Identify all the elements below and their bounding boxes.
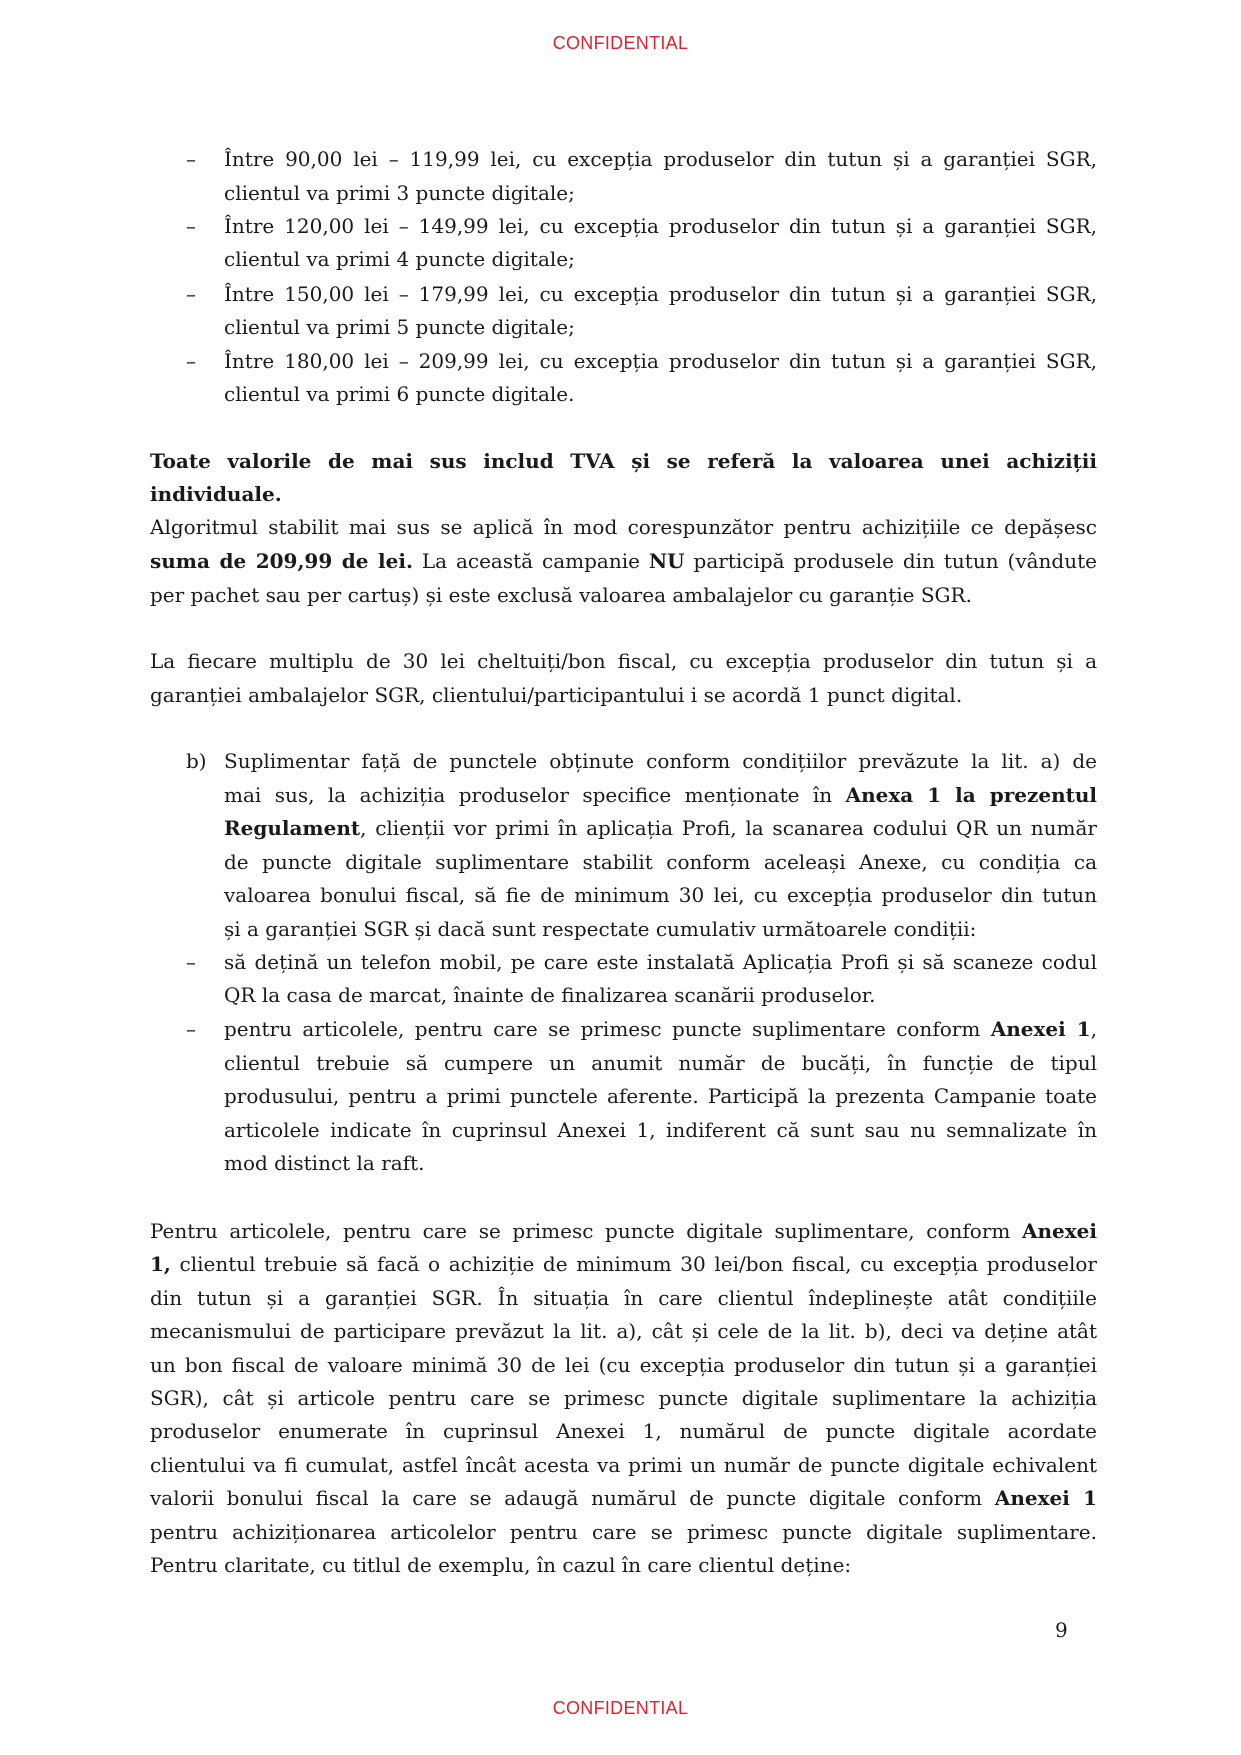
bullet-text-line: pentru articolele, pentru care se primesc puncte suplimentare conform Anexei 1, xyxy=(224,1017,1097,1041)
bullet-text-line: produsului, pentru a primi punctele aferente. Participă la prezenta Campanie toate xyxy=(224,1084,1097,1108)
paragraph-line: SGR), cât și articole pentru care se primesc puncte digitale suplimentare la achiziția xyxy=(150,1386,1097,1410)
section-b-marker: b) xyxy=(186,749,207,773)
bullet-text-line: mod distinct la raft. xyxy=(224,1151,425,1175)
section-b-line: de puncte digitale suplimentare stabilit conform aceleași Anexe, cu condiția ca xyxy=(224,850,1097,874)
bullet-text-line: clientul va primi 3 puncte digitale; xyxy=(224,181,575,205)
paragraph-line: La fiecare multiplu de 30 lei cheltuiți/bon fiscal, cu excepția produselor din tutun și a xyxy=(150,649,1097,673)
bullet-text-line: Între 180,00 lei – 209,99 lei, cu excepția produselor din tutun și a garanției SGR, xyxy=(224,349,1097,373)
bullet-text-line: Între 120,00 lei – 149,99 lei, cu excepția produselor din tutun și a garanției SGR, xyxy=(224,214,1097,238)
bold-nu: NU xyxy=(648,549,685,573)
paragraph-line: garanției ambalajelor SGR, clientului/participantului i se acordă 1 punct digital. xyxy=(150,683,963,707)
paragraph-line: valorii bonului fiscal la care se adaugă numărul de puncte digitale conform Anexei 1 xyxy=(150,1486,1097,1510)
bold-amount: suma de 209,99 de lei. xyxy=(150,549,413,573)
bold-anexei-ref: Anexei 1 xyxy=(990,1017,1091,1041)
bullet-dash: – xyxy=(186,147,196,171)
section-b-line: Suplimentar față de punctele obținute conform condițiilor prevăzute la lit. a) de xyxy=(224,749,1097,773)
bullet-text-line: clientul va primi 6 puncte digitale. xyxy=(224,382,575,406)
vat-note-line: individuale. xyxy=(150,482,282,506)
paragraph-line: per pachet sau per cartuș) și este exclusă valoarea ambalajelor cu garanție SGR. xyxy=(150,583,972,607)
paragraph-line: mecanismului de participare prevăzut la lit. a), cât și cele de la lit. b), deci va deține atât xyxy=(150,1319,1097,1343)
paragraph-line: Pentru articolele, pentru care se primesc puncte digitale suplimentare, conform Anexei xyxy=(150,1219,1097,1243)
bold-regulament: Regulament xyxy=(224,816,361,840)
bullet-text-line: Între 90,00 lei – 119,99 lei, cu excepția produselor din tutun și a garanției SGR, xyxy=(224,147,1097,171)
bold-anexa-ref: Anexa 1 la prezentul xyxy=(845,783,1097,807)
paragraph-line: clientului va fi cumulat, astfel încât acesta va primi un număr de puncte digitale echivalent xyxy=(150,1453,1097,1477)
section-b-line: valoarea bonului fiscal, să fie de minimum 30 lei, cu excepția produselor din tutun xyxy=(224,883,1097,907)
paragraph-line: un bon fiscal de valoare minimă 30 de lei (cu excepția produselor din tutun și a garanției xyxy=(150,1353,1097,1377)
paragraph-line: Algoritmul stabilit mai sus se aplică în mod corespunzător pentru achizițiile ce depășesc xyxy=(150,515,1097,539)
paragraph-line: produselor enumerate în cuprinsul Anexei 1, numărul de puncte digitale acordate xyxy=(150,1419,1097,1443)
bullet-text-line: clientul trebuie să cumpere un anumit număr de bucăți, în funcție de tipul xyxy=(224,1051,1097,1075)
bold-anexei: Anexei xyxy=(1021,1219,1097,1243)
paragraph-line: Pentru claritate, cu titlul de exemplu, în cazul în care clientul deține: xyxy=(150,1553,852,1577)
bullet-dash: – xyxy=(186,1017,196,1041)
page-number: 9 xyxy=(1055,1618,1068,1642)
paragraph-line: 1, clientul trebuie să facă o achiziție de minimum 30 lei/bon fiscal, cu excepția produselor xyxy=(150,1252,1097,1276)
bullet-text-line: articolele indicate în cuprinsul Anexei 1, indiferent că sunt sau nu semnalizate în xyxy=(224,1118,1097,1142)
bullet-dash: – xyxy=(186,282,196,306)
bullet-dash: – xyxy=(186,214,196,238)
bold-one: 1, xyxy=(150,1252,171,1276)
bold-anexei-1: Anexei 1 xyxy=(994,1486,1097,1510)
confidential-header: CONFIDENTIAL xyxy=(552,33,689,53)
section-b-line: și a garanției SGR și dacă sunt respectate cumulativ următoarele condiții: xyxy=(224,917,977,941)
confidential-footer: CONFIDENTIAL xyxy=(552,1698,689,1718)
bullet-text-line: clientul va primi 4 puncte digitale; xyxy=(224,247,575,271)
paragraph-line: suma de 209,99 de lei. La această campanie NU participă produsele din tutun (vândute xyxy=(150,549,1097,573)
vat-note-line: Toate valorile de mai sus includ TVA și se referă la valoarea unei achiziții xyxy=(150,449,1097,473)
paragraph-line: pentru achiziționarea articolelor pentru care se primesc puncte digitale suplimentare. xyxy=(150,1520,1097,1544)
bullet-text-line: Între 150,00 lei – 179,99 lei, cu excepția produselor din tutun și a garanției SGR, xyxy=(224,282,1097,306)
bullet-dash: – xyxy=(186,950,196,974)
bullet-text-line: clientul va primi 5 puncte digitale; xyxy=(224,315,575,339)
section-b-line: mai sus, la achiziția produselor specifice menționate în Anexa 1 la prezentul xyxy=(224,783,1097,807)
bullet-text-line: QR la casa de marcat, înainte de finalizarea scanării produselor. xyxy=(224,983,876,1007)
paragraph-line: din tutun și a garanției SGR. În situația în care clientul îndeplinește atât condițiile xyxy=(150,1286,1097,1310)
bullet-dash: – xyxy=(186,349,196,373)
bullet-text-line: să dețină un telefon mobil, pe care este instalată Aplicația Profi și să scaneze codul xyxy=(224,950,1097,974)
section-b-line: Regulament, clienții vor primi în aplicația Profi, la scanarea codului QR un număr xyxy=(224,816,1097,840)
